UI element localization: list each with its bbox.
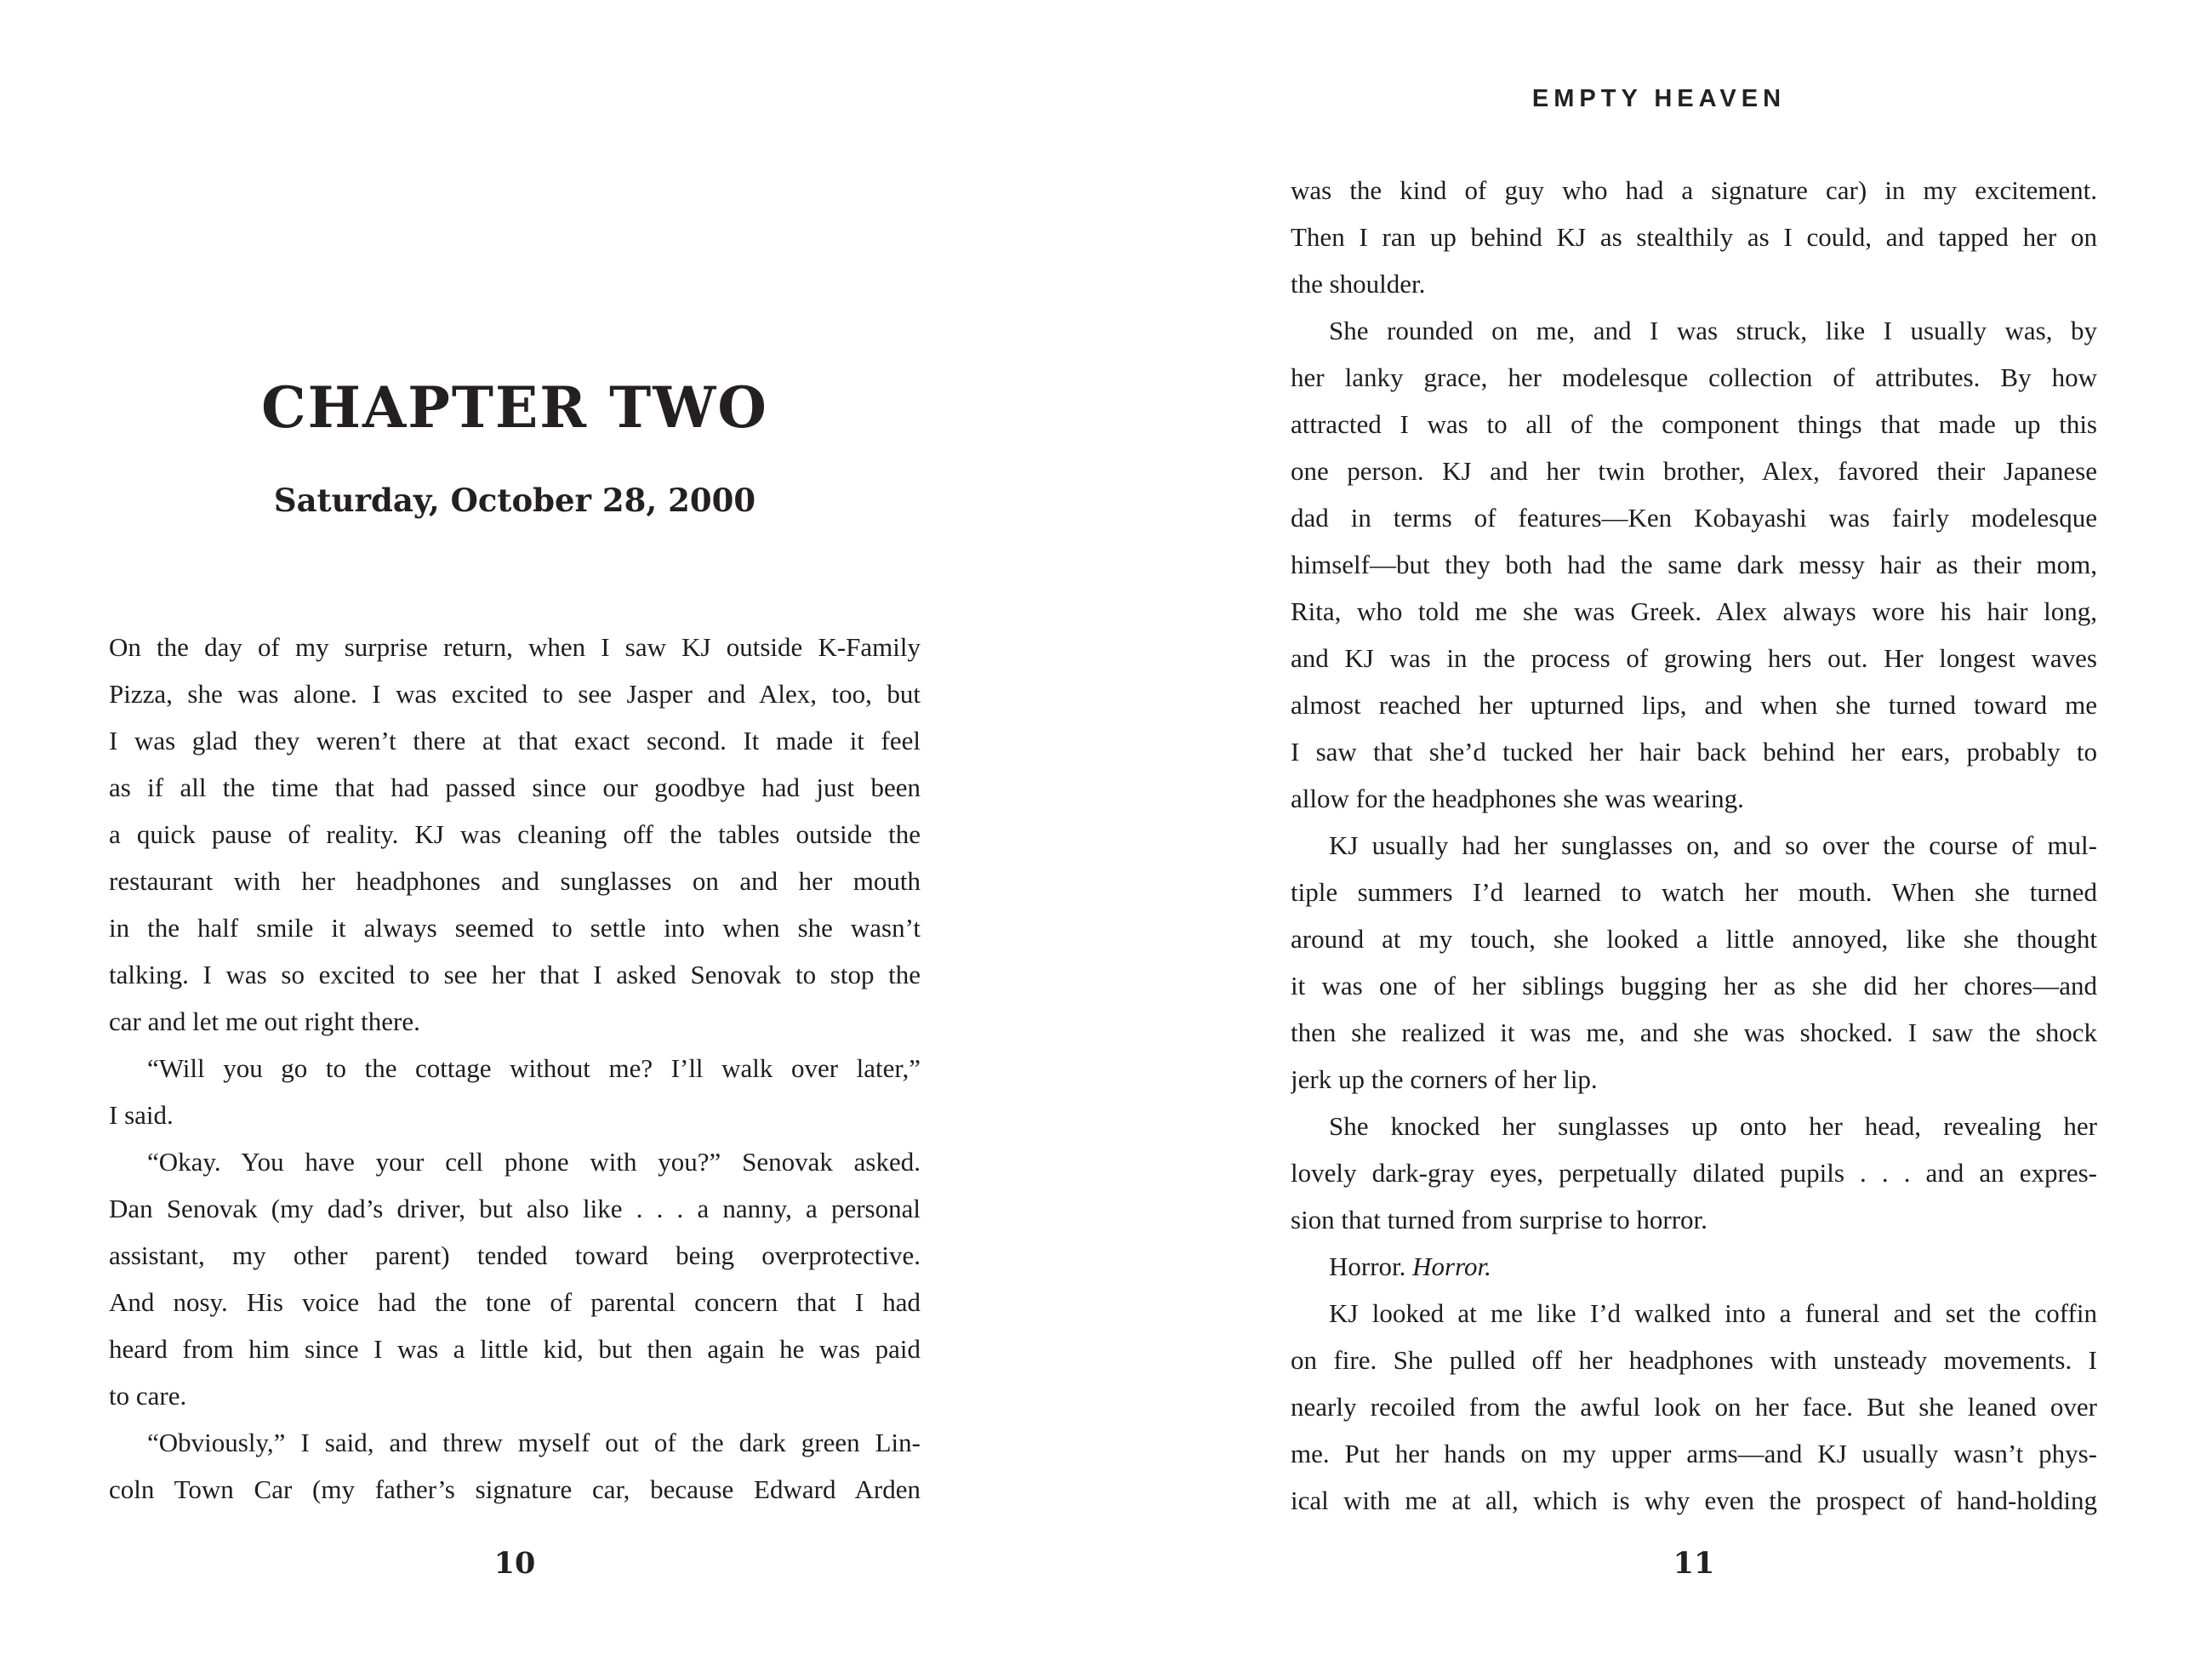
paragraph [109, 1045, 921, 1138]
body-line: Then I ran up behind KJ as stealthily as I could, and tapped her on [1291, 222, 2097, 252]
body-line: And nosy. His voice had the tone of parental concern that I had [109, 1287, 921, 1317]
body-line: tiple summers I’d learned to watch her mouth. When she turned [1291, 877, 2097, 907]
body-line: I saw that she’d tucked her hair back behind her ears, probably to [1291, 737, 2097, 767]
body-line: “Okay. You have your cell phone with you?” Senovak asked. [147, 1147, 921, 1177]
paragraph [1291, 822, 2097, 1103]
body-line: around at my touch, she looked a little annoyed, like she thought [1291, 924, 2097, 954]
italic-text: Horror. [1412, 1251, 1491, 1281]
body-line: KJ usually had her sunglasses on, and so over the course of mul- [1329, 830, 2097, 860]
body-line: “Obviously,” I said, and threw myself out of the dark green Lin- [147, 1428, 921, 1457]
page-number: 10 [493, 1546, 536, 1581]
body-line: it was one of her siblings bugging her as she did her chores—and [1291, 971, 2097, 1001]
body-line: Horror. Horror. [1329, 1251, 1491, 1281]
body-line: attracted I was to all of the component things that made up this [1291, 409, 2097, 439]
body-line: assistant, my other parent) tended toward being overprotective. [109, 1240, 921, 1270]
body-line: heard from him since I was a little kid, but then again he was paid [109, 1334, 921, 1364]
body-line: talking. I was so excited to see her that I asked Senovak to stop the [109, 960, 921, 989]
body-line: coln Town Car (my father’s signature car, because Edward Arden [109, 1474, 921, 1504]
body-line: Dan Senovak (my dad’s driver, but also like . . . a nanny, a personal [109, 1194, 921, 1223]
paragraph [109, 1419, 921, 1513]
paragraph [1291, 1290, 2097, 1524]
body-line: She knocked her sunglasses up onto her head, revealing her [1329, 1111, 2097, 1141]
page-number: 11 [1673, 1546, 1715, 1581]
right-page [1106, 0, 2212, 1659]
body-line: her lanky grace, her modelesque collection of attributes. By how [1291, 362, 2097, 392]
body-line: and KJ was in the process of growing hers out. Her longest waves [1291, 643, 2097, 673]
body-line: On the day of my surprise return, when I saw KJ outside K-Family [109, 632, 921, 662]
chapter-date: Saturday, October 28, 2000 [273, 482, 756, 519]
body-line: dad in terms of features—Ken Kobayashi was fairly modelesque [1291, 503, 2097, 533]
body-line: in the half smile it always seemed to settle into when she wasn’t [109, 913, 921, 943]
body-line: car and let me out right there. [109, 1006, 420, 1036]
body-line: nearly recoiled from the awful look on her face. But she leaned over [1291, 1392, 2097, 1422]
body-line: lovely dark-gray eyes, perpetually dilated pupils . . . and an expres- [1291, 1158, 2097, 1188]
body-line: himself—but they both had the same dark messy hair as their mom, [1291, 550, 2097, 579]
paragraph [1291, 167, 2097, 307]
body-line: as if all the time that had passed since our goodbye had just been [109, 772, 921, 802]
body-line: I was glad they weren’t there at that exact second. It made it feel [109, 726, 921, 755]
paragraph [1291, 307, 2097, 822]
body-line: “Will you go to the cottage without me? I’ll walk over later,” [147, 1053, 921, 1083]
paragraph [109, 624, 921, 1045]
body-line: on fire. She pulled off her headphones with unsteady movements. I [1291, 1345, 2097, 1375]
body-line: I said. [109, 1100, 174, 1130]
body-line: Pizza, she was alone. I was excited to see Jasper and Alex, too, but [109, 679, 921, 709]
running-header: EMPTY HEAVEN [1531, 85, 1787, 112]
body-line: KJ looked at me like I’d walked into a funeral and set the coffin [1329, 1298, 2097, 1328]
body-line: the shoulder. [1291, 269, 1426, 299]
body-line: allow for the headphones she was wearing. [1291, 784, 1744, 813]
paragraph [1291, 1243, 2097, 1290]
body-line: jerk up the corners of her lip. [1291, 1064, 1598, 1094]
body-line: sion that turned from surprise to horror. [1291, 1205, 1707, 1234]
body-line: to care. [109, 1381, 187, 1411]
chapter-title: CHAPTER TWO [261, 374, 768, 441]
body-line: then she realized it was me, and she was shocked. I saw the shock [1291, 1018, 2097, 1047]
body-line: me. Put her hands on my upper arms—and KJ usually wasn’t phys- [1291, 1439, 2097, 1468]
body-line: ical with me at all, which is why even the prospect of hand-holding [1291, 1485, 2097, 1515]
paragraph [1291, 1103, 2097, 1243]
paragraph [109, 1138, 921, 1419]
body-line: She rounded on me, and I was struck, like I usually was, by [1329, 316, 2097, 345]
left-page-body-text [109, 624, 921, 1513]
body-line: was the kind of guy who had a signature car) in my excitement. [1291, 175, 2097, 205]
body-line: almost reached her upturned lips, and when she turned toward me [1291, 690, 2097, 720]
body-line: one person. KJ and her twin brother, Alex, favored their Japanese [1291, 456, 2097, 486]
body-line: Rita, who told me she was Greek. Alex always wore his hair long, [1291, 596, 2097, 626]
body-line: restaurant with her headphones and sunglasses on and her mouth [109, 866, 921, 896]
right-page-body-text [1291, 167, 2097, 1524]
body-line: a quick pause of reality. KJ was cleaning off the tables outside the [109, 819, 921, 849]
